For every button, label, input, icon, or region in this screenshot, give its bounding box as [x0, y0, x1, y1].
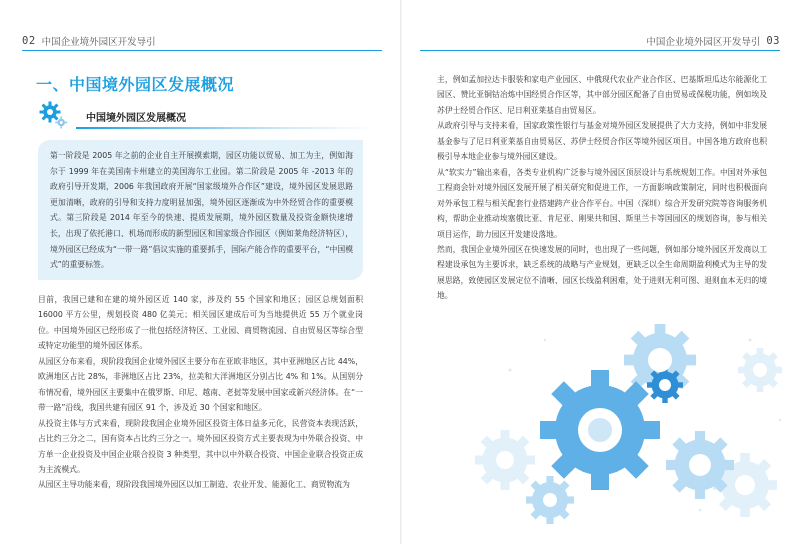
right-header-title: 中国企业境外园区开发导引	[646, 37, 761, 48]
paragraph: 然而，我国企业境外园区在快速发展的同时，也出现了一些问题，例如部分境外园区开发商以工程建设承包为主要诉求，缺乏系统的战略与产业规划，更缺乏以全生命周期盈利模式为主导的发展思路，致使园区发展定位不清晰、园区长线盈利困难，处于进则无利可图、退则血本无归的境地。	[437, 244, 767, 301]
subsection-banner	[38, 100, 378, 130]
left-body-text	[38, 292, 363, 493]
right-page-number: 03	[766, 35, 780, 47]
left-header	[22, 34, 156, 48]
paragraph: 主，例如孟加拉达卡服装和家电产业园区、中俄现代农业产业合作区、巴基斯坦瓜达尔能源化工园区、赞比亚铜钴冶炼中国经贸合作区等，其中部分园区配备了自由贸易或保税功能，例如埃及苏伊士经贸合作区、尼日利亚莱基自由贸易区。	[437, 75, 767, 115]
left-header-rule	[22, 50, 382, 51]
paragraph: 从园区主导功能来看，现阶段我国境外园区以加工制造、农业开发、能源化工、商贸物流为	[38, 480, 350, 490]
callout-text: 第一阶段是 2005 年之前的企业自主开展摸索期，园区功能以贸易、加工为主，例如海尔于 1999 年在美国南卡州建立的美国海尔工业园。第二阶段是 2005 年 -2013 年的政府引导开发期，2006 年我国政府开展“国家级境外合作区”建设，境外园区发展思路更加清晰，政府的引导和支持力度明显加强，境外园区逐渐成为中外经贸合作的重要模式。第三阶段是 2014 年至今的快速、提质发展期，境外园区数量及投资金额快速增长，出现了依托港口、机场而形成的新型园区和国家级合作园区（例如莱角经济特区），境外园区已经成为“一带一路”倡议实施的重要抓手，国际产能合作的重要平台，“中国模式”的重要标签。	[50, 151, 353, 270]
paragraph: 从政府引导与支持来看，国家政策性银行与基金对境外园区发展提供了大力支持，例如中非发展基金参与了尼日利亚莱基自由贸易区、苏伊士经贸合作区等境外园区项目。中国各地方政府也积极引导本地企业参与境外园区建设。	[437, 121, 767, 162]
right-header-rule	[420, 50, 780, 51]
small-gear-hub	[659, 379, 671, 391]
paragraph: 从投资主体与方式来看，现阶段我国企业境外园区投资主体日益多元化，民营资本表现活跃，占比约三分之二，国有资本占比约三分之一。境外园区投资方式主要表现为中外联合投资、中方单一企业投资及中国企业联合投资 3 种类型，其中以中外联合投资、中国企业联合投资正成为主流模式。	[38, 418, 363, 474]
left-header-title: 中国企业境外园区开发导引	[41, 37, 156, 48]
main-gear-core	[588, 418, 612, 442]
paragraph: 从园区分布来看，现阶段我国企业境外园区主要分布在亚欧非地区，其中亚洲地区占比 44%，欧洲地区占比 28%，非洲地区占比 23%，拉美和大洋洲地区分别占比 4% 和 1%。从国别分布情况看，境外园区主要集中在俄罗斯、印尼、越南、老挝等发展中国家或新兴经济体。在“一带一路”沿线，我国共建有园区 91 个，涉及近 30 个国家和地区。	[38, 356, 363, 413]
paragraph: 从“软实力”输出来看，各类专业机构广泛参与境外园区顶层设计与系统规划工作。中国对外承包工程商会针对境外园区发展开展了相关研究和促进工作，一方面影响政策制定，同时也积极面向对外承包工程与相关配套行业搭建跨产业合作平台。中国（深圳）综合开发研究院等咨询服务机构，帮助企业推动埃塞俄比亚、肯尼亚、刚果共和国、斯里兰卡等国园区的规划咨询，参与相关项目运作，助力园区开发建设落地。	[437, 167, 767, 239]
subsection-title: 中国境外园区发展概况	[86, 113, 186, 124]
gear-icon	[38, 100, 68, 130]
gears-illustration-icon	[450, 300, 795, 535]
subsection-underline	[76, 127, 376, 129]
page-spine	[400, 0, 402, 544]
paragraph: 目前，我国已建和在建的境外园区近 140 家，涉及约 55 个国家和地区；园区总规划面积 16000 平方公里，规划投资 480 亿美元；相关园区建成后可为当地提供近 55 万个就业岗位。中国境外园区已经形成了一批包括经济特区、工业园、商贸物流园、自由贸易区等综合型或特定功能型的境外园区体系。	[38, 295, 363, 351]
right-body-text	[437, 72, 767, 304]
left-page-number: 02	[22, 35, 36, 47]
right-header	[646, 34, 780, 48]
section-title: 一、中国境外园区发展概况	[36, 75, 235, 94]
callout-box	[38, 140, 363, 280]
